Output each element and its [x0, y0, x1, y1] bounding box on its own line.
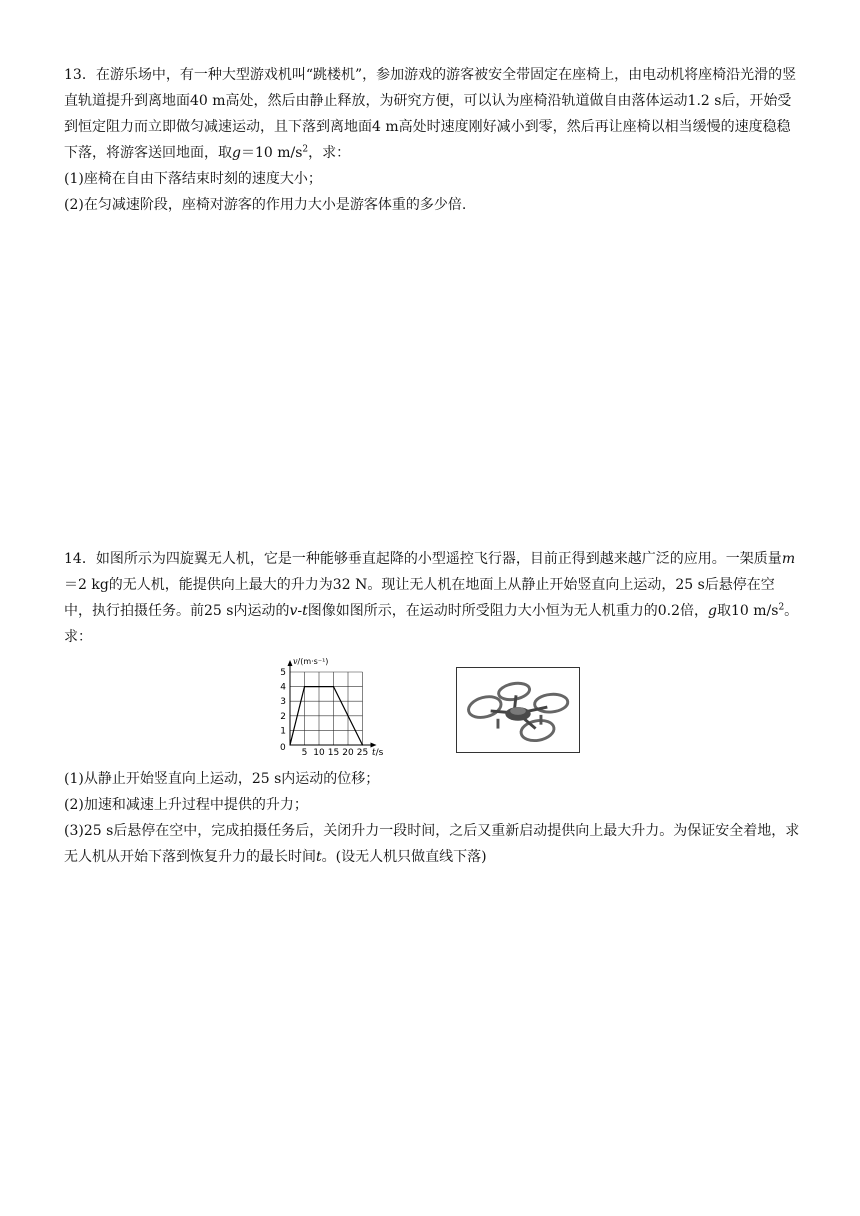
q13-g-symbol: g [232, 145, 241, 161]
question-13 [64, 62, 800, 218]
q14-g-symbol: g [708, 603, 717, 619]
q14-stem-part1: 14．如图所示为四旋翼无人机，它是一种能够垂直起降的小型遥控飞行器，目前正得到越来越广泛的应用。一架质量 [64, 551, 782, 567]
q13-stem-tail: ，求： [308, 145, 351, 161]
drone-image [456, 667, 580, 753]
q14-stem [64, 546, 800, 650]
q14-stem-part5: 。求： [64, 603, 799, 645]
q14-m-symbol: m [781, 551, 796, 567]
q13-sub1: (1)座椅在自由下落结束时刻的速度大小； [64, 171, 322, 187]
q14-stem-part4: 取10 m/s [716, 603, 779, 619]
x-axis-label [372, 748, 384, 758]
y-axis-symbol: v [293, 657, 298, 666]
x-axis-unit: /s [375, 748, 384, 758]
q13-sub2: (2)在匀减速阶段，座椅对游客的作用力大小是游客体重的多少倍. [64, 197, 467, 213]
quadcopter-drone-icon [457, 668, 579, 752]
q14-stem-part3: 图像如图所示，在运动时所受阻力大小恒为无人机重力的0.2倍， [307, 603, 709, 619]
q13-stem [64, 62, 800, 166]
x-tick-label: 10 [313, 748, 325, 758]
vt-point [362, 744, 363, 745]
x-tick-label: 15 [327, 748, 340, 758]
q14-vt-t: t [302, 603, 308, 619]
vt-point [289, 744, 290, 745]
q13-g-exponent: 2 [302, 144, 309, 155]
y-tick-label: 5 [280, 668, 286, 678]
x-tick-label: 25 [356, 748, 369, 758]
vt-point [333, 686, 334, 687]
q14-vt-v: v [289, 603, 298, 619]
q14-sub3 [64, 818, 800, 870]
y-axis-unit: /(m·s⁻¹) [297, 657, 329, 666]
y-axis-label [293, 657, 328, 666]
q14-sub3-t-symbol: t [316, 849, 322, 865]
q14-sub3-tail: 。(设无人机只做直线下落) [321, 849, 487, 865]
q13-stem-text: 13．在游乐场中，有一种大型游戏机叫“跳楼机”，参加游戏的游客被安全带固定在座椅上，由电动机将座椅沿光滑的竖直轨道提升到离地面40 m高处，然后由静止释放，为研究方便，可以认为座椅沿轨道做自由落体运动1.2 s后，开始受到恒定阻力而立即做匀减速运动，且下落到离地面4 m高处时速度刚好减小到零，然后再让座椅以相当缓慢的速度稳稳下落，将游客送回地面，取 [64, 67, 797, 161]
vt-graph [275, 652, 405, 760]
y-tick-label: 4 [280, 682, 286, 693]
q14-sub3-text: (3)25 s后悬停在空中，完成拍摄任务后，关闭升力一段时间，之后又重新启动提供向上最大升力。为保证安全着地，求无人机从开始下落到恢复升力的最长时间 [64, 823, 800, 865]
q14-sub2: (2)加速和减速上升过程中提供的升力； [64, 797, 308, 813]
q14-sub1: (1)从静止开始竖直向上运动，25 s内运动的位移； [64, 771, 380, 787]
y-tick-label: 3 [280, 697, 286, 708]
question-14-subquestions [64, 766, 800, 870]
q13-g-value: ＝10 m/s [240, 145, 303, 161]
q14-vt-dash: - [297, 603, 303, 619]
y-axis-arrow [288, 660, 293, 666]
vt-point [304, 686, 305, 687]
x-tick-label: 5 [301, 748, 308, 758]
y-tick-label: 1 [280, 726, 286, 737]
x-axis-symbol: t [372, 748, 376, 758]
q14-stem-part2: ＝2 kg的无人机，能提供向上最大的升力为32 N。现让无人机在地面上从静止开始竖直向上运动，25 s后悬停在空中，执行拍摄任务。前25 s内运动的 [64, 577, 775, 619]
origin-label: 0 [280, 743, 286, 753]
x-axis-arrow [371, 743, 377, 748]
q14-g-exponent: 2 [778, 602, 785, 613]
graph-grid [290, 672, 363, 745]
x-tick-label: 20 [342, 748, 354, 758]
question-14 [64, 546, 800, 650]
y-tick-label: 2 [280, 711, 286, 722]
